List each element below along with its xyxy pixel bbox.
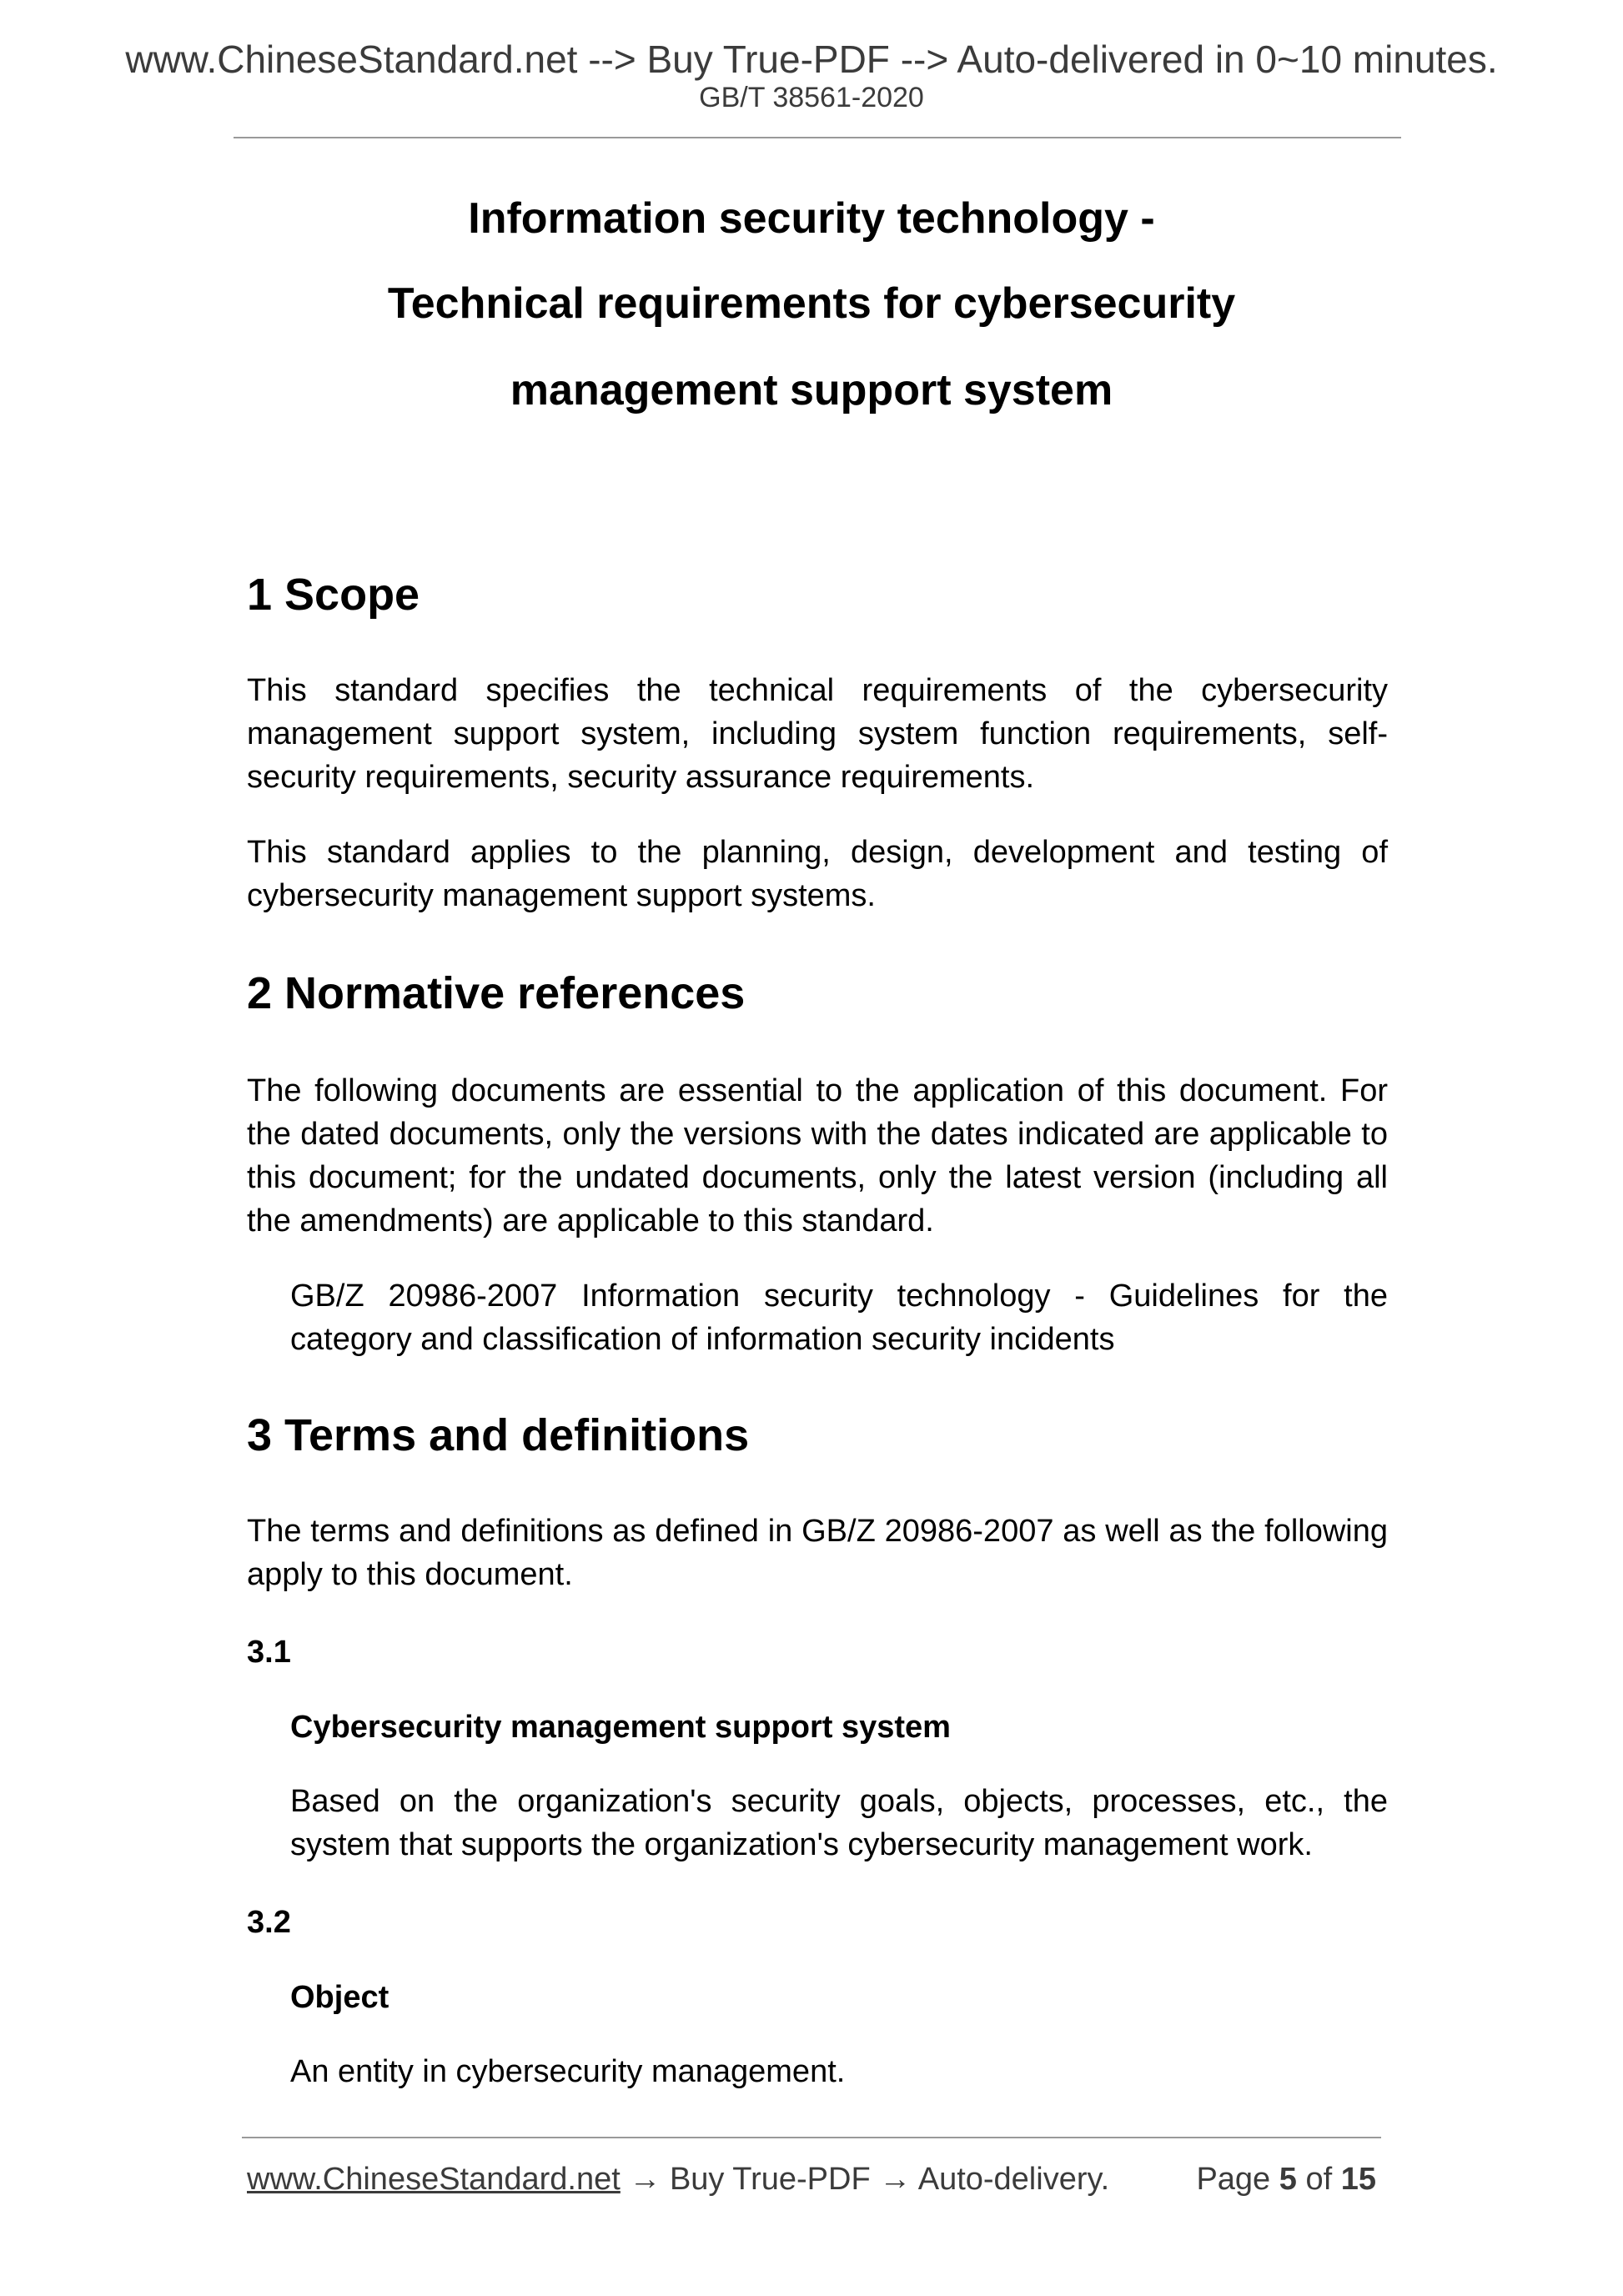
standard-code: GB/T 38561-2020 (699, 82, 924, 113)
term-number: 3.2 (247, 1905, 291, 1940)
term-name: Cybersecurity management support system (290, 1710, 951, 1745)
footer-site-link[interactable]: www.ChineseStandard.net (247, 2162, 621, 2197)
arrow-right-icon: → (629, 2162, 661, 2197)
term-name: Object (290, 1980, 389, 2015)
footer-delivery-text: Auto-delivery. (917, 2162, 1110, 2197)
footer-divider (242, 2137, 1381, 2138)
page-current: 5 (1279, 2162, 1297, 2197)
page-of-label: of (1305, 2162, 1333, 2197)
terms-intro-paragraph: The terms and definitions as defined in GB/Z 20986-2007 as well as the following apply to this document. (247, 1514, 1388, 1592)
normative-reference-item: GB/Z 20986-2007 Information security technology - Guidelines for the category and classification of information security incidents (290, 1279, 1388, 1357)
normative-paragraph: The following documents are essential to the application of this document. For the dated documents, only the versions with the dates indicated are applicable to this document; for the undated documents, only the latest version (including all the amendments) are applicable to this standard. (247, 1073, 1388, 1238)
page-total: 15 (1340, 2162, 1376, 2197)
scope-paragraph-1: This standard specifies the technical requirements of the cybersecurity management support system, including system function requirements, self-security requirements, security assurance requirements. (247, 673, 1388, 795)
footer-buy-text: Buy True-PDF (669, 2162, 871, 2197)
term-definition: An entity in cybersecurity management. (290, 2054, 846, 2089)
arrow-right-icon: → (879, 2162, 912, 2197)
term-definition: Based on the organization's security goals, objects, processes, etc., the system that supports the organization's cybersecurity management work. (290, 1784, 1388, 1862)
section-heading-terms: 3 Terms and definitions (247, 1410, 750, 1460)
term-number: 3.1 (247, 1635, 291, 1670)
section-heading-scope: 1 Scope (247, 570, 420, 620)
footer-promo (247, 2163, 1109, 2195)
section-heading-normative-references: 2 Normative references (247, 968, 746, 1018)
header-divider (234, 137, 1401, 138)
scope-paragraph-2: This standard applies to the planning, design, development and testing of cybersecurity management support systems. (247, 835, 1388, 913)
document-title-line-2: Technical requirements for cybersecurity (387, 279, 1236, 328)
document-title-line-1: Information security technology - (468, 194, 1155, 243)
document-title-line-3: management support system (510, 366, 1113, 414)
page-number (1196, 2163, 1376, 2195)
page-label: Page (1196, 2162, 1271, 2197)
site-banner[interactable]: www.ChineseStandard.net --> Buy True-PDF --> Auto-delivered in 0~10 minutes. (125, 38, 1498, 81)
